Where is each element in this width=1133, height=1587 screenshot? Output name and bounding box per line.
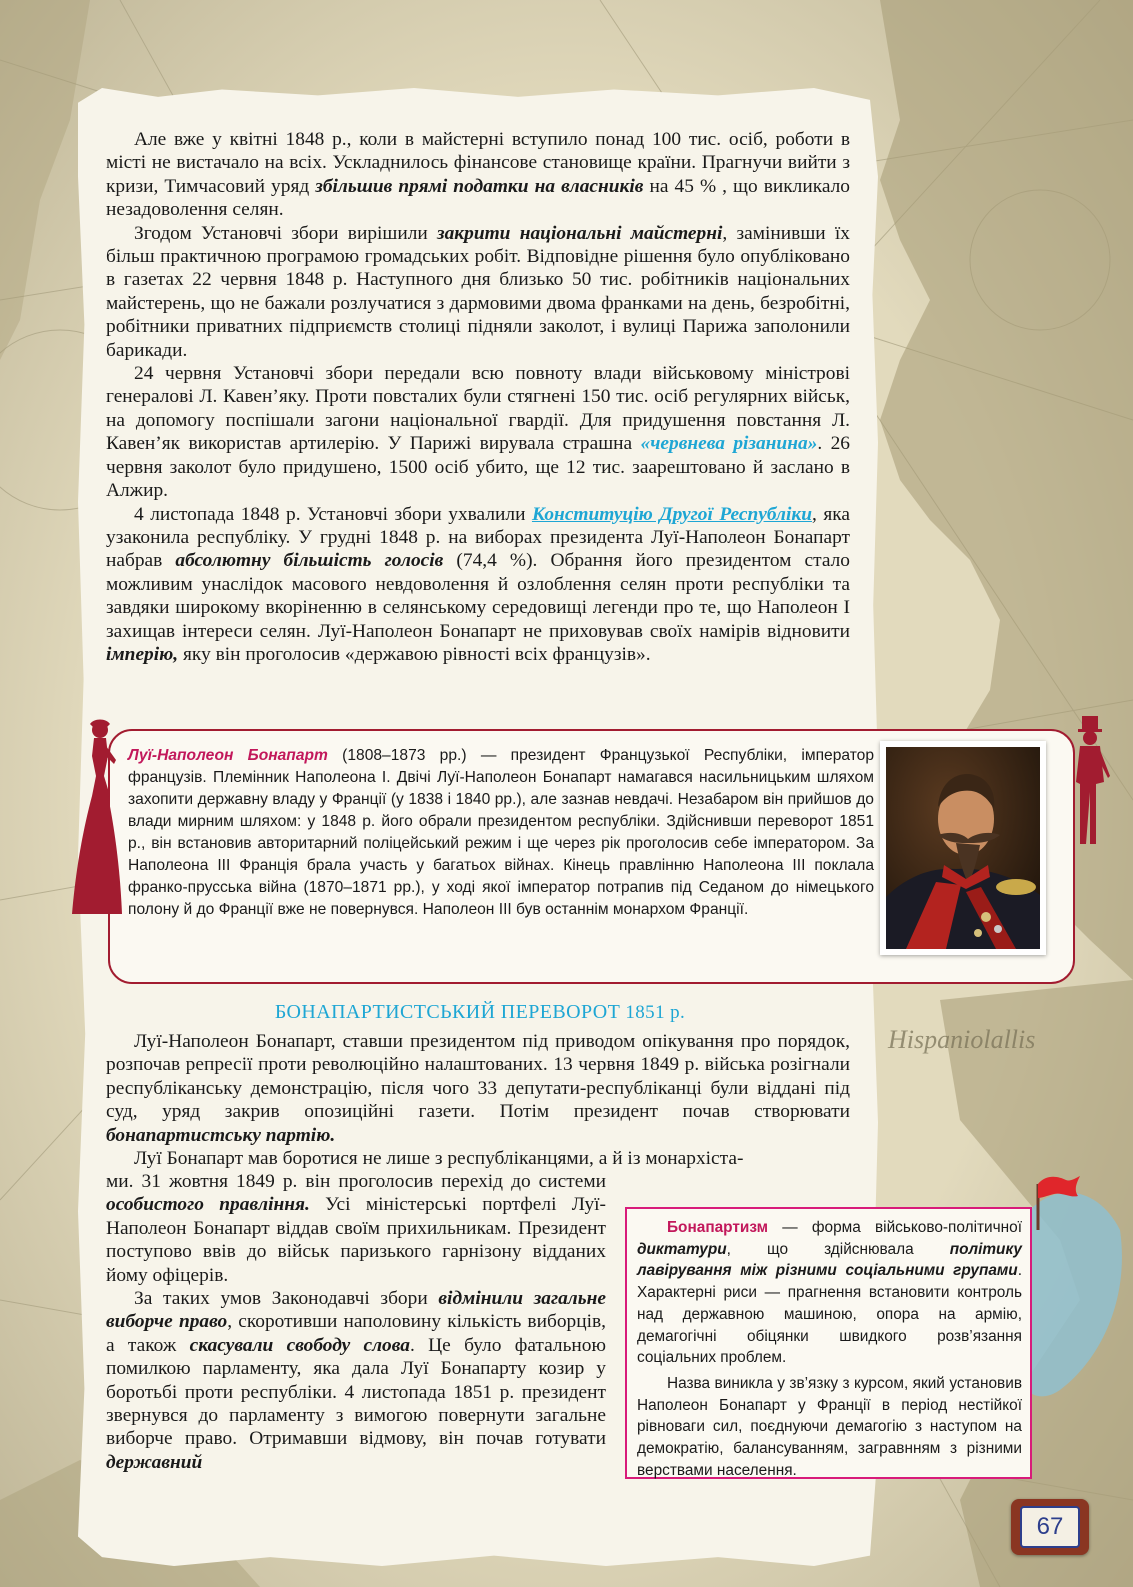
page-number-badge xyxy=(1011,1499,1089,1555)
gentleman-silhouette-icon xyxy=(1068,716,1114,846)
definition-text xyxy=(637,1217,1022,1481)
chervneva-rizanyna-term: «червнева різанина» xyxy=(640,433,818,455)
paragraph-1: Але вже у квітні 1848 р., коли в майстерні вступило понад 100 тис. осіб, роботи в місті не вистачало на всіх. Ускладнилось фінансове становище країни. Прагнучи вийти з кризи, Тимчасовий уряд збільшив прямі податки на власників на 45 % , що викликало незадоволення селян. xyxy=(106,129,850,221)
lower-text-block xyxy=(106,1030,850,1170)
lady-silhouette-icon xyxy=(70,716,122,916)
biography-name: Луї-Наполеон Бонапарт xyxy=(128,747,328,764)
biography-text: Луї-Наполеон Бонапарт (1808–1873 рр.) — президент Французької Республіки, імператор французів. Племінник Наполеона І. Двічі Луї-Наполеон Бонапарт намагався насильницьким шляхом захопити державну владу у Франції (у 1838 і 1840 рр.), але зазнав невдачі. Незабаром він прийшов до влади мирним шляхом: у 1848 р. його обрали президентом республіки. Здійснивши переворот 1851 р., він встановив авторитарний поліцейський режим і ще через рік проголосив себе імператором. За Наполеона ІІІ Франція брала участь у багатьох війнах. Кінець правлінню Наполеона ІІІ поклала франко-прусська війна (1870–1871 рр.), у ході якої імператор потрапив під Седаном до німецького полону й до Франції вже не повернувся. Наполеон ІІІ був останнім монархом Франції. xyxy=(128,747,875,918)
section-heading: БОНАПАРТИСТСЬКИЙ ПЕРЕВОРОТ 1851 р. xyxy=(274,1001,686,1023)
definition-box xyxy=(625,1207,1032,1479)
upper-text-block xyxy=(106,128,850,666)
paragraph-6: ми. 31 жовтня 1849 р. він проголосив перехід до системи особистого правління. Усі міністерські портфелі Луї-Наполеон Бонапарт віддав своїм прихильникам. Президент поступово ввів до військ паризького гарнізону відданих йому офіцерів. xyxy=(106,1171,606,1286)
paragraph-4: 4 листопада 1848 р. Установчі збори ухвалили Конституцію Другої Республіки, яка узаконила республіку. У грудні 1848 р. на виборах президента Луї-Наполеон Бонапарт набрав абсолютну більшість голосів (74,4 %). Обрання його президентом стало можливим унаслідок масового невдоволення й озлоблення селян проти республіки та завдяки широкому вкоріненню в селянському середовищі легенди про те, що Наполеон І захищав інтереси селян. Луї-Наполеон Бонапарт не приховував своїх намірів відновити імперію, яку він проголосив «державою рівності всіх французів». xyxy=(106,503,850,665)
paragraph-6-first-line: Луї Бонапарт мав боротися не лише з республіканцями, а й із монархіста- xyxy=(134,1148,744,1170)
definition-term: Бонапартизм xyxy=(667,1219,769,1236)
biography-box xyxy=(108,729,1075,984)
svg-text:Hispaniolallis: Hispaniolallis xyxy=(888,1025,1036,1054)
constitution-link[interactable]: Конституцію Другої Республіки xyxy=(531,503,812,525)
narrow-column xyxy=(106,1170,606,1474)
portrait-frame xyxy=(880,741,1046,955)
paragraph-5: Луї-Наполеон Бонапарт, ставши президентом під приводом опікування про порядок, розпочав репресії проти революційно налаштованих. 13 червня 1849 р. війська розігнали республіканську демонстрацію, після чого 33 депутати-республіканці були віддані під суд, уряд закрив опозиційні газети. Потім президент почав створювати бонапартистську партію. xyxy=(106,1031,850,1146)
definition-paragraph-2: Назва виникла у зв’язку з курсом, який установив Наполеон Бонапарт у Франції в період нестійкої рівноваги сил, поєднуючи демагогію з наступом на демократію, балансуванням, загравнням з різними верствами населення. xyxy=(637,1374,1022,1479)
paragraph-7: За таких умов Законодавчі збори відмінили загальне виборче право, скоротивши наполовину кількість виборців, а також скасували свободу слова. Це було фатальною помилкою парламенту, яка дала Луї Бонапарту козир у боротьбі проти республіки. 4 листопада 1851 р. президент звернувся до парламенту з вимогою повернути загальне виборче право. Отримавши відмову, він почав готувати державний xyxy=(106,1288,606,1473)
paragraph-2: Згодом Установчі збори вирішили закрити національні майстерні, замінивши їх більш практичною програмою громадських робіт. Відповідне рішення було опубліковано в газетах 22 червня 1848 р. Наступного дня близько 50 тис. робітників національних майстерень, що не бажали розлучатися з дармовими двома франками на день, безробітні, робітники приватних підприємств столиці підняли заколот, і вулиці Парижа заполонили барикади. xyxy=(106,222,850,361)
definition-paragraph-1: Бонапартизм — форма військово-політичної диктатури, що здійснювала політику лавірування між різними соціальними групами. Характерні риси — прагнення встановити контроль над державною машиною, опора на армію, демагогічні обіцянки швидкого розв’язання соціальних проблем. xyxy=(637,1219,1022,1367)
napoleon-iii-portrait xyxy=(886,747,1040,949)
page-number: 67 xyxy=(1020,1506,1080,1548)
paragraph-3: 24 червня Установчі збори передали всю повноту влади військовому міністрові генералові Л. Кавен’яку. Проти повсталих були стягнені 150 тис. осіб регулярних військ, на допомогу поспішали загони національної гвардії. Для придушення повстання Л. Кавен’як використав артилерію. У Парижі вирувала страшна «червнева різанина». 26 червня заколот було придушено, 1500 осіб убито, ще 12 тис. заарештовано й заслано в Алжир. xyxy=(106,363,851,502)
red-flag-icon xyxy=(1032,1172,1082,1232)
